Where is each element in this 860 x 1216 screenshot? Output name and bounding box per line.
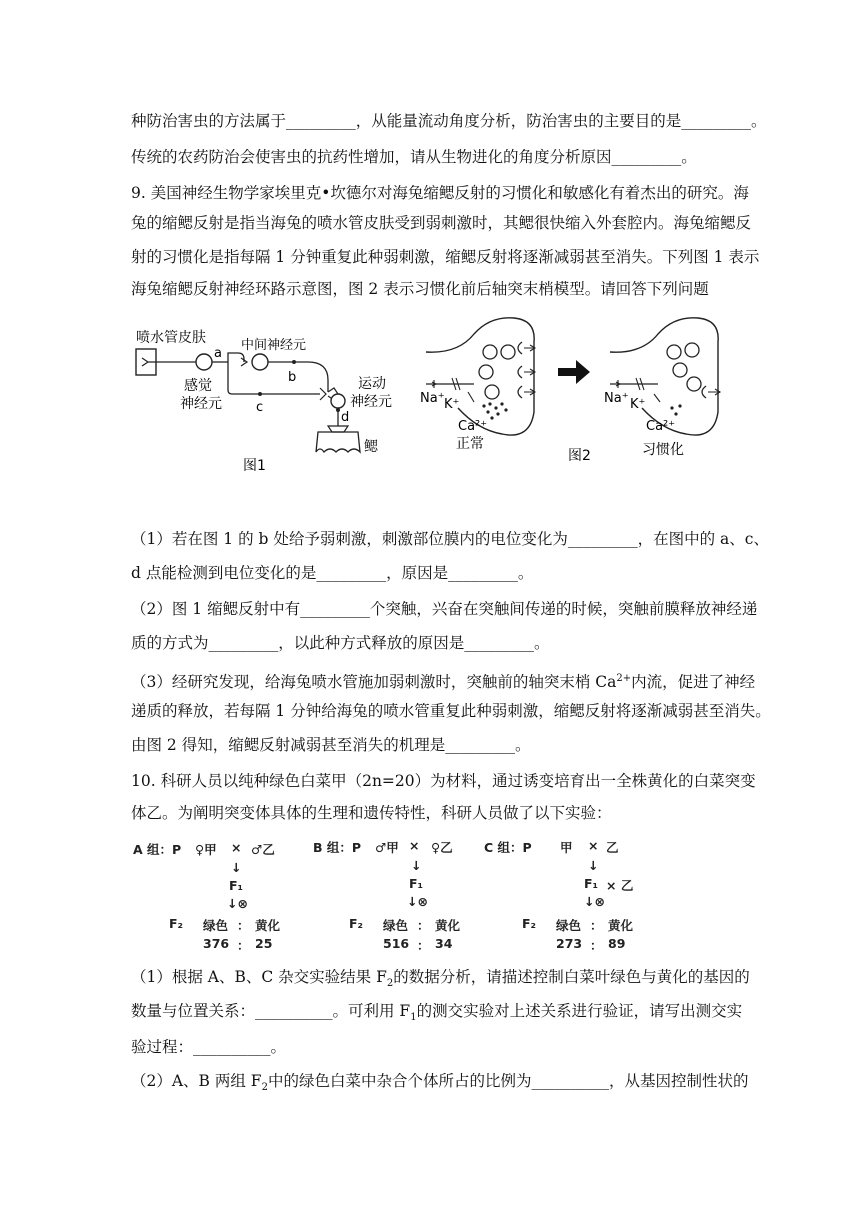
ratio-colon: ： — [590, 938, 603, 953]
label-d: d — [341, 410, 350, 425]
yellow-count: 34 — [435, 936, 453, 951]
f2-label: F₂ — [522, 916, 537, 931]
cross-sign: × — [588, 838, 599, 853]
green-count: 516 — [383, 936, 410, 951]
figure-1-reflex-circuit — [128, 322, 403, 482]
ratio-colon: ： — [417, 918, 430, 933]
text-line: 验过程：__________。 — [131, 1038, 287, 1056]
yellow-label: 黄化 — [435, 918, 461, 933]
green-count: 376 — [203, 936, 230, 951]
yellow-count: 25 — [255, 936, 273, 951]
question-10-2 — [131, 1070, 748, 1099]
label-motor-1: 运动 — [358, 376, 386, 392]
text-segment: 数量与位置关系：__________。可利用 F — [131, 1002, 411, 1020]
selfing: ↓⊗ — [407, 894, 428, 909]
ratio-colon: ： — [417, 938, 430, 953]
ratio-colon: ： — [237, 938, 250, 953]
label-sensory-1: 感觉 — [184, 378, 212, 394]
selfing: ↓⊗ — [584, 894, 605, 909]
text-line: 体乙。为阐明突变体具体的生理和遗传特性，科研人员做了以下实验： — [131, 804, 612, 822]
green-count: 273 — [556, 936, 583, 951]
cross-group-b — [313, 838, 493, 953]
cross-sign: × — [409, 838, 420, 853]
f2-label: F₂ — [349, 916, 364, 931]
yellow-label: 黄化 — [608, 918, 634, 933]
arrow: ↓ — [588, 858, 599, 873]
text-line: 由图 2 得知，缩鳃反射减弱甚至消失的机理是_________。 — [131, 736, 531, 754]
arrow: ↓ — [231, 860, 242, 875]
text-segment: 的数据分析，请描述控制白菜叶绿色与黄化的基因的 — [393, 968, 750, 986]
label-k-normal: K⁺ — [444, 397, 460, 412]
text-segment: 中的绿色白菜中杂合个体所占的比例为__________，从基因控制性状的 — [267, 1072, 749, 1090]
ratio-colon: ： — [590, 918, 603, 933]
label-ca-normal: Ca²⁺ — [458, 419, 488, 434]
yellow-label: 黄化 — [255, 918, 281, 933]
f1-label: F₁ — [409, 876, 424, 891]
label-gill: 鳃 — [364, 439, 378, 455]
parent-2: ♂乙 — [251, 842, 275, 857]
selfing: ↓⊗ — [227, 896, 248, 911]
green-label: 绿色 — [203, 918, 229, 933]
cross-group-c — [484, 838, 664, 953]
label-normal: 正常 — [456, 436, 484, 452]
subscript: 2 — [386, 978, 394, 990]
yellow-count: 89 — [608, 936, 626, 951]
label-skin: 喷水管皮肤 — [136, 330, 206, 346]
label-b: b — [288, 370, 297, 385]
subscript: 2 — [261, 1082, 268, 1094]
text-line: 海兔缩鳃反射神经环路示意图，图 2 表示习惯化前后轴突末梢模型。请回答下列问题 — [131, 280, 709, 298]
cross-sign: × — [231, 840, 242, 855]
f2-label: F₂ — [169, 916, 184, 931]
text-line: 种防治害虫的方法属于_________，从能量流动角度分析，防治害虫的主要目的是_________。 — [131, 112, 767, 130]
label-ca-habituated: Ca²⁺ — [646, 419, 676, 434]
label-c: c — [256, 400, 264, 415]
superscript: 2+ — [616, 673, 632, 684]
label-interneuron: 中间神经元 — [241, 338, 307, 353]
text-line: 传统的农药防治会使害虫的抗药性增加，请从生物进化的角度分析原因_________。 — [131, 148, 697, 166]
ratio-colon: ： — [237, 918, 250, 933]
question-10-1 — [131, 966, 750, 995]
arrow: ↓ — [411, 858, 422, 873]
question-9-1: （1）若在图 1 的 b 处给予弱刺激，刺激部位膜内的电位变化为_________，在图中的 a、c、 — [131, 530, 769, 548]
text-segment: （2）A、B 两组 F — [131, 1072, 262, 1090]
label-habituation: 习惯化 — [642, 442, 684, 458]
subscript: 1 — [410, 1012, 417, 1024]
cross-group-a — [133, 840, 313, 955]
figure-2-caption: 图2 — [568, 448, 591, 462]
parent-2: ♀乙 — [431, 840, 453, 855]
text-segment: （3）经研究发现，给海兔喷水管施加弱刺激时，突触前的轴突末梢 Ca — [131, 673, 617, 692]
label-sensory-2: 神经元 — [180, 396, 222, 412]
text-segment: 的测交实验对上述关系进行验证，请写出测交实 — [416, 1002, 743, 1020]
question-9-title: 9. 美国神经生物学家埃里克•坎德尔对海兔缩鳃反射的习惯化和敏感化有着杰出的研究。海 — [131, 184, 749, 202]
text-line: 射的习惯化是指每隔 1 分钟重复此种弱刺激，缩鳃反射将逐渐减弱甚至消失。下列图 1 表示 — [131, 248, 760, 266]
question-9-3 — [131, 668, 755, 693]
f1-label: F₁ — [584, 876, 599, 891]
label-na-normal: Na⁺ — [420, 391, 445, 406]
text-line: 兔的缩鳃反射是指当海兔的喷水管皮肤受到弱刺激时，其鳃很快缩入外套腔内。海兔缩鳃反 — [131, 214, 752, 232]
figure-1-caption: 图1 — [243, 458, 266, 474]
text-line: 递质的释放，若每隔 1 分钟给海兔的喷水管重复此种弱刺激，缩鳃反射将逐渐减弱甚至消失。 — [131, 702, 771, 720]
group-label: C 组：P — [484, 840, 532, 855]
question-9-2: （2）图 1 缩鳃反射中有_________个突触，兴奋在突触间传递的时候，突触前膜释放神经递 — [131, 600, 758, 618]
label-a: a — [214, 346, 222, 361]
parent-1: ♀甲 — [195, 842, 217, 857]
figure-2-axon-terminal — [418, 312, 728, 462]
f1-label: F₁ — [229, 878, 244, 893]
label-k-habituated: K⁺ — [630, 397, 646, 412]
text-line — [131, 1000, 742, 1029]
group-label: B 组：P — [313, 840, 362, 855]
text-segment: （1）根据 A、B、C 杂交实验结果 F — [131, 968, 387, 986]
text-line: d 点能检测到电位变化的是_________，原因是_________。 — [131, 564, 534, 582]
text-segment: 内流，促进了神经 — [631, 673, 756, 692]
parent-1: 甲 — [560, 840, 573, 855]
green-label: 绿色 — [556, 918, 582, 933]
text-line: 质的方式为_________，以此种方式释放的原因是_________。 — [131, 634, 550, 652]
parent-1: ♂甲 — [375, 840, 399, 855]
label-motor-2: 神经元 — [350, 394, 392, 410]
green-label: 绿色 — [383, 918, 409, 933]
question-10-title: 10. 科研人员以纯种绿色白菜甲（2n=20）为材料，通过诱变培育出一全株黄化的白菜突变 — [131, 772, 756, 790]
testcross-sign: × 乙 — [606, 878, 634, 893]
parent-2: 乙 — [606, 840, 619, 855]
group-label: A 组：P — [133, 842, 182, 857]
label-na-habituated: Na⁺ — [604, 391, 629, 406]
